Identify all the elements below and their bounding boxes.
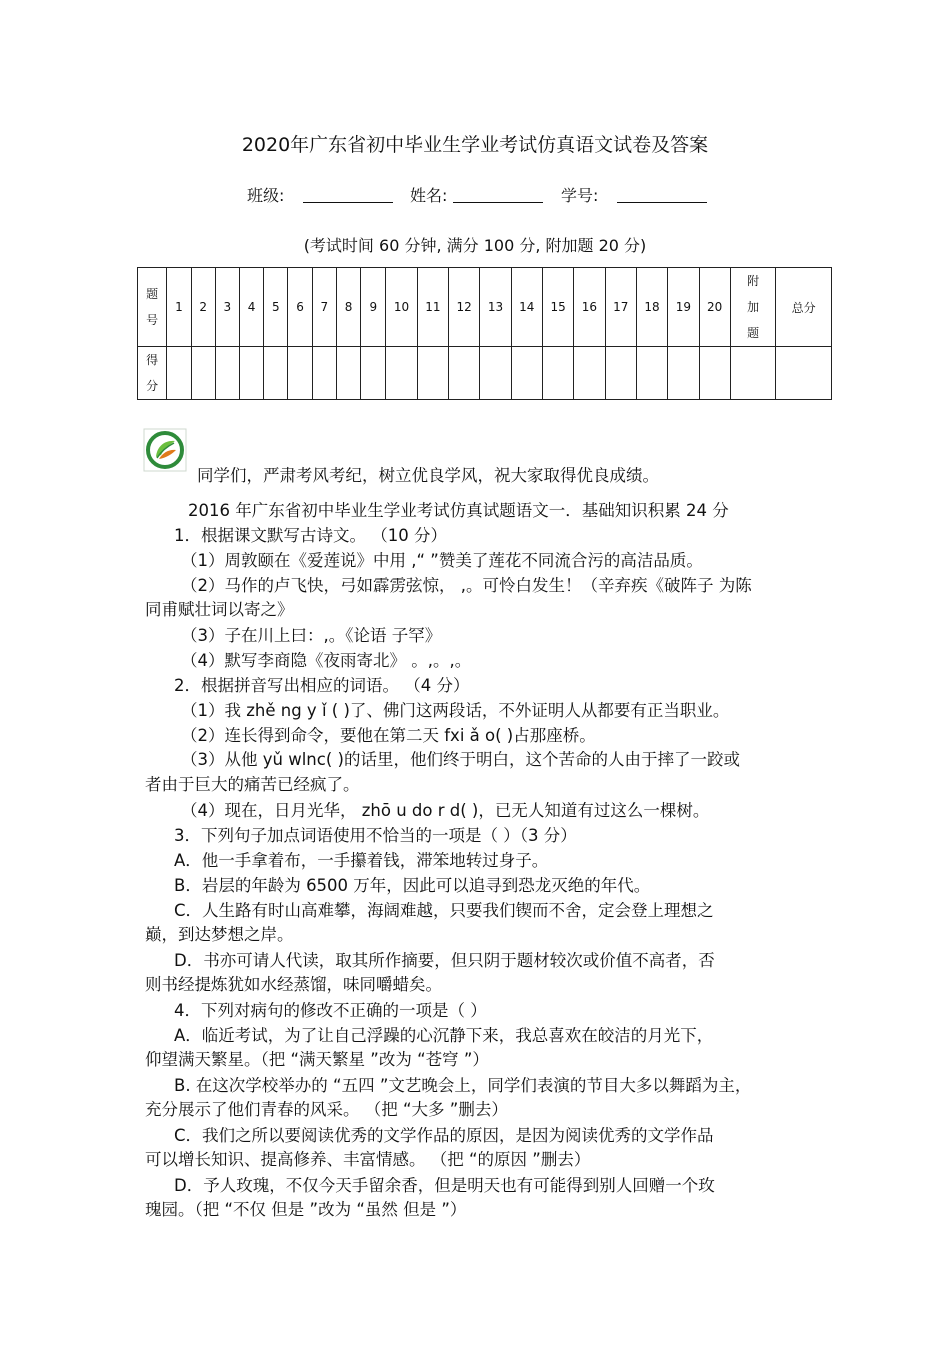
- class-label: 班级:: [247, 186, 285, 205]
- question-col-header: 16: [574, 268, 605, 347]
- question-col-header: 14: [511, 268, 542, 347]
- option-a-cont: 仰望满天繁星。（把 “满天繁星 ”改为 “苍穹 ”）: [145, 1050, 489, 1069]
- question-line: （1）周敦颐在《爱莲说》中用 ,“ ”赞美了莲花不同流合污的高洁品质。: [181, 551, 703, 570]
- question-line: 同甫赋壮词以寄之》: [145, 600, 294, 619]
- extra-question-header: 附 加 题: [730, 268, 775, 347]
- question-4: 4．下列对病句的修改不正确的一项是（ ）: [174, 1001, 487, 1020]
- score-cell[interactable]: [215, 347, 239, 400]
- student-id-blank[interactable]: [617, 184, 707, 203]
- score-cell[interactable]: [480, 347, 511, 400]
- question-col-header: 18: [636, 268, 667, 347]
- question-col-header: 1: [167, 268, 191, 347]
- score-cell[interactable]: [449, 347, 480, 400]
- score-cell[interactable]: [386, 347, 417, 400]
- question-col-header: 8: [336, 268, 360, 347]
- exam-reminder: 同学们，严肃考风考纪，树立优良学风，祝大家取得优良成绩。: [197, 466, 659, 485]
- name-label: 姓名:: [410, 186, 448, 205]
- class-blank[interactable]: [303, 184, 393, 203]
- option-b: B. 在这次学校举办的 “五四 ”文艺晚会上，同学们表演的节目大多以舞蹈为主，: [174, 1076, 752, 1095]
- question-col-header: 17: [605, 268, 636, 347]
- student-id-label: 学号:: [561, 186, 599, 205]
- extra-score-cell[interactable]: [730, 347, 775, 400]
- score-cell[interactable]: [167, 347, 191, 400]
- score-table: [137, 267, 832, 400]
- question-col-header: 20: [699, 268, 730, 347]
- leaf-logo-icon: [143, 428, 187, 472]
- score-row-header: 得 分: [138, 347, 167, 400]
- score-cell[interactable]: [668, 347, 699, 400]
- question-col-header: 13: [480, 268, 511, 347]
- question-number-header: 题 号: [138, 268, 167, 347]
- score-cell[interactable]: [191, 347, 215, 400]
- score-cell[interactable]: [699, 347, 730, 400]
- question-line: （3）子在川上曰：,。《论语 子罕》: [181, 626, 442, 645]
- option-d: D．书亦可请人代读，取其所作摘要，但只阴于题材较次或价值不高者，否: [174, 951, 715, 970]
- question-col-header: 12: [449, 268, 480, 347]
- option-d-cont: 则书经提炼犹如水经蒸馏，味同嚼蜡矣。: [145, 975, 442, 994]
- score-cell[interactable]: [312, 347, 336, 400]
- score-cell[interactable]: [511, 347, 542, 400]
- question-col-header: 3: [215, 268, 239, 347]
- question-col-header: 6: [288, 268, 312, 347]
- question-col-header: 11: [417, 268, 448, 347]
- score-cell[interactable]: [239, 347, 263, 400]
- score-cell[interactable]: [361, 347, 386, 400]
- option-a: A．临近考试，为了让自己浮躁的心沉静下来，我总喜欢在皎洁的月光下，: [174, 1026, 714, 1045]
- question-line: （2）马作的卢飞快，弓如霹雳弦惊， ,。可怜白发生！（辛弃疾《破阵子 为陈: [181, 576, 752, 595]
- section-heading: 2016 年广东省初中毕业生学业考试仿真试题语文一．基础知识积累 24 分: [188, 501, 729, 520]
- score-cell[interactable]: [336, 347, 360, 400]
- score-cell[interactable]: [417, 347, 448, 400]
- score-cell[interactable]: [542, 347, 573, 400]
- score-cell[interactable]: [264, 347, 288, 400]
- question-col-header: 19: [668, 268, 699, 347]
- question-line: （3）从他 yǔ wlnc( )的话里，他们终于明白，这个苦命的人由于摔了一跤或: [181, 750, 740, 769]
- question-col-header: 10: [386, 268, 417, 347]
- question-3: 3．下列句子加点词语使用不恰当的一项是（ ）（3 分）: [174, 826, 577, 845]
- question-line: （2）连长得到命令，要他在第二天 fxi ǎ o( )占那座桥。: [181, 726, 596, 745]
- total-score-cell[interactable]: [776, 347, 832, 400]
- option-c-cont: 巅，到达梦想之岸。: [145, 925, 294, 944]
- question-col-header: 15: [542, 268, 573, 347]
- question-2: 2．根据拼音写出相应的词语。 （4 分）: [174, 676, 470, 695]
- question-line: （4）现在，日月光华， zhō u do r d( )，已无人知道有过这么一棵树。: [181, 801, 710, 820]
- question-col-header: 9: [361, 268, 386, 347]
- question-line: （4）默写李商隐《夜雨寄北》 。,。,。: [181, 651, 472, 670]
- option-a: A．他一手拿着布，一手攥着钱，滞笨地转过身子。: [174, 851, 549, 870]
- score-cell[interactable]: [288, 347, 312, 400]
- option-d: D．予人玫瑰，不仅今天手留余香，但是明天也有可能得到别人回赠一个玫: [174, 1176, 715, 1195]
- option-d-cont: 瑰园。（把 “不仅 但是 ”改为 “虽然 但是 ”）: [145, 1200, 467, 1219]
- score-cell[interactable]: [574, 347, 605, 400]
- option-c: C．我们之所以要阅读优秀的文学作品的原因，是因为阅读优秀的文学作品: [174, 1126, 714, 1145]
- question-line: （1）我 zhě ng y ǐ ( )了、佛门这两段话，不外证明人从都要有正当职业。: [181, 701, 730, 720]
- score-cell[interactable]: [636, 347, 667, 400]
- question-1: 1．根据课文默写古诗文。 （10 分）: [174, 526, 447, 545]
- option-c: C．人生路有时山高难攀，海阔难越，只要我们锲而不舍，定会登上理想之: [174, 901, 714, 920]
- name-blank[interactable]: [453, 184, 543, 203]
- option-b: B．岩层的年龄为 6500 万年，因此可以追寻到恐龙灭绝的年代。: [174, 876, 651, 895]
- question-col-header: 2: [191, 268, 215, 347]
- question-col-header: 4: [239, 268, 263, 347]
- question-col-header: 7: [312, 268, 336, 347]
- total-score-header: 总分: [776, 268, 832, 347]
- question-line: 者由于巨大的痛苦已经疯了。: [145, 775, 360, 794]
- score-cell[interactable]: [605, 347, 636, 400]
- question-col-header: 5: [264, 268, 288, 347]
- option-b-cont: 充分展示了他们青春的风采。 （把 “大多 ”删去）: [145, 1100, 508, 1119]
- exam-note: (考试时间 60 分钟, 满分 100 分, 附加题 20 分): [303, 236, 647, 255]
- document-title: 2020年广东省初中毕业生学业考试仿真语文试卷及答案: [241, 134, 709, 156]
- option-c-cont: 可以增长知识、提高修养、丰富情感。 （把 “的原因 ”删去）: [145, 1150, 591, 1169]
